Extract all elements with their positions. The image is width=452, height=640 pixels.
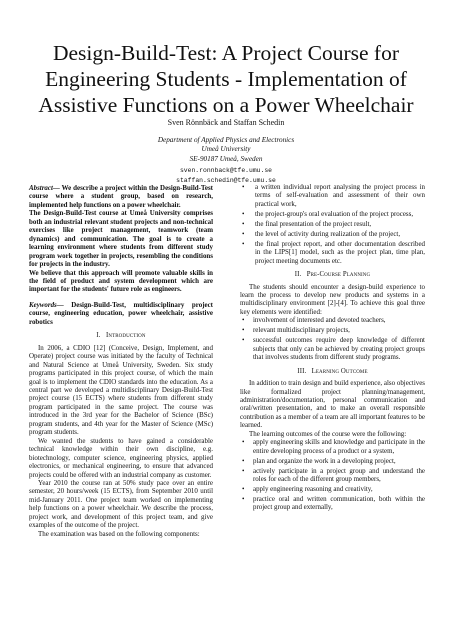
bullet: • [242,209,245,218]
bullet: • [242,326,245,335]
list-item [240,220,425,228]
section-number: III. [297,367,307,375]
list-item [240,210,425,218]
paper-title [30,40,422,118]
bullet: • [242,239,245,248]
bullet: • [242,336,245,345]
exam-list [240,183,425,265]
list-item-text: relevant multidisciplinary projects, [253,326,350,335]
bullet: • [242,438,245,447]
list-item-text: successful outcomes require deep knowledge of different subjects that only can be achieved by creating project groups that involves students from different study programs. [253,336,425,362]
intro-paragraph: The examination was based on the following components: [38,529,200,538]
list-item [240,438,425,455]
list-item-text: plan and organize the work in a developing project, [253,456,396,465]
list-item [240,485,425,493]
list-item-text: actively participate in a project group and understand the roles for each of the different group members, [253,466,425,484]
list-item [240,183,425,208]
section-heading-learning-outcome [240,368,425,376]
list-item [240,326,425,334]
list-item-text: apply engineering reasoning and creativity, [253,485,373,493]
abstract-heading: Abstract— [29,184,60,192]
title-line: Assistive Functions on a Power Wheelchair [38,93,414,117]
planning-list [240,316,425,361]
abstract-paragraph [29,184,213,209]
affiliation [0,136,452,164]
list-item-text: a written individual report analysing the project process in terms of self-evaluation and assessment of their own practical work, [255,183,425,208]
email-sven: sven.ronnback@tfe.umu.se [179,167,273,174]
list-item-text: involvement of interested and devoted teachers, [253,316,386,325]
list-item-text: the final presentation of the project result, [255,219,372,228]
abstract-text: We describe a project within the Design-Build-Test course where a student group, based on research, implemented help functions on a power wheelchair. [29,184,213,209]
list-item [240,240,425,265]
section-number: II. [294,271,302,279]
intro-paragraph: Year 2010 the course ran at 50% study pace over an entire semester, 20 hours/week (15 ECTS), from September 2010 until mid-January 2011. One project team worked on implementing help functions on a power wheelchair. We describe the process, project work, and development of this project team, and give examples of the outcome of the project. [29,478,213,530]
abstract-paragraph: The Design-Build-Test course at Umeå University comprises both an industrial relevant student projects and non-technical exercises like project management, teamwork (team dynamics) and communication. The goal is to create a learning environment where students from different study program work together in projects, resembling the conditions for projects in the industry. [29,209,213,269]
bullet: • [242,466,245,475]
abstract-paragraph: We believe that this approach will promote valuable skills in the field of product and system development which are important for the students' future role as engineers. [29,268,213,294]
list-item [240,495,425,512]
learning-paragraph: In addition to train design and build experience, also objectives like formalized project planning/management, administration/documentation, personal communication and oral/written presentation, and to make an overall responsible contribution as a member of a team are all important features to be learned. [240,379,425,430]
list-item-text: the level of activity during realization of the project, [255,229,401,238]
list-item-text: apply engineering skills and knowledge and participate in the entire developing process of a product or a system, [253,438,425,455]
list-item [240,316,425,324]
section-heading-introduction [29,332,213,340]
left-column [29,184,213,538]
list-item-text: practice oral and written communication, both within the project group and externally, [253,494,425,512]
list-item [240,467,425,484]
title-line: Design-Build-Test: A Project Course for [52,41,400,65]
section-title: Introduction [106,332,146,340]
section-number: I. [96,332,101,340]
bullet: • [242,219,245,228]
intro-paragraph: In 2006, a CDIO [12] (Conceive, Design, Implement, and Operate) project course was initiated by the faculty of Technical and Natural Science at Umeå University, Sweden. Six study programs participated in this project course, of which the main goal is to implement the CDIO standards into the education. As a central part we developed a multidisciplinary Design-Build-Test project course (15 ECTS) where students from different study program participated in the same project. The course was introduced in the 3rd year for the Bachelor of Science (BSc) program students, and 4th year for the Master of Science (MSc) program students. [29,343,213,437]
section-title: Pre-Course Planning [306,271,371,279]
learning-outcome-list [240,438,425,512]
bullet: • [242,485,245,493]
intro-paragraph: We wanted the students to have gained a considerable technical knowledge within their own discipline, e.g. biotechnology, computer science, engineering physics, applied electronics, or mechanical engineering, to ensure that advanced projects could be offered with an industrial company as customer. [29,436,213,479]
keywords-heading: Keywords— [29,300,64,309]
bullet: • [242,456,245,465]
learning-paragraph: The learning outcomes of the course were the following: [249,429,407,438]
list-item-text: the project-group's oral evaluation of the project process, [255,209,414,218]
right-column [240,183,425,513]
list-item [240,457,425,465]
list-item [240,336,425,361]
section-heading-pre-course-planning [240,271,425,279]
bullet: • [242,494,245,503]
email-staffan: staffan.schedin@tfe.umu.se [176,177,276,184]
title-line: Engineering Students - Implementation of [45,67,407,91]
bullet: • [242,316,245,325]
list-item [240,230,425,238]
affiliation-address: SE-90187 Umeå, Sweden [189,154,263,163]
planning-paragraph: The students should encounter a design-build experience to learn the process to develop new products and systems in a multidisciplinary environment [2]-[4]. To achieve this goal three key elements were identified: [240,282,425,316]
bullet: • [242,229,245,238]
keywords-text: Design-Build-Test, multidisciplinary project course, engineering education, power wheelchair, assistive robotics [29,300,213,326]
keywords [29,301,213,326]
list-item-text: the final project report, and other documentation described in the LIPS[1] model, such as the project plan, time plan, project meeting documents etc. [255,239,425,265]
affiliation-univ: Umeå University [201,145,251,154]
bullet: • [242,183,245,191]
affiliation-dept: Department of Applied Physics and Electronics [157,136,295,144]
authors: Sven Rönnbäck and Staffan Schedin [167,118,285,127]
abstract [29,184,213,294]
section-title: Learning Outcome [311,367,368,375]
